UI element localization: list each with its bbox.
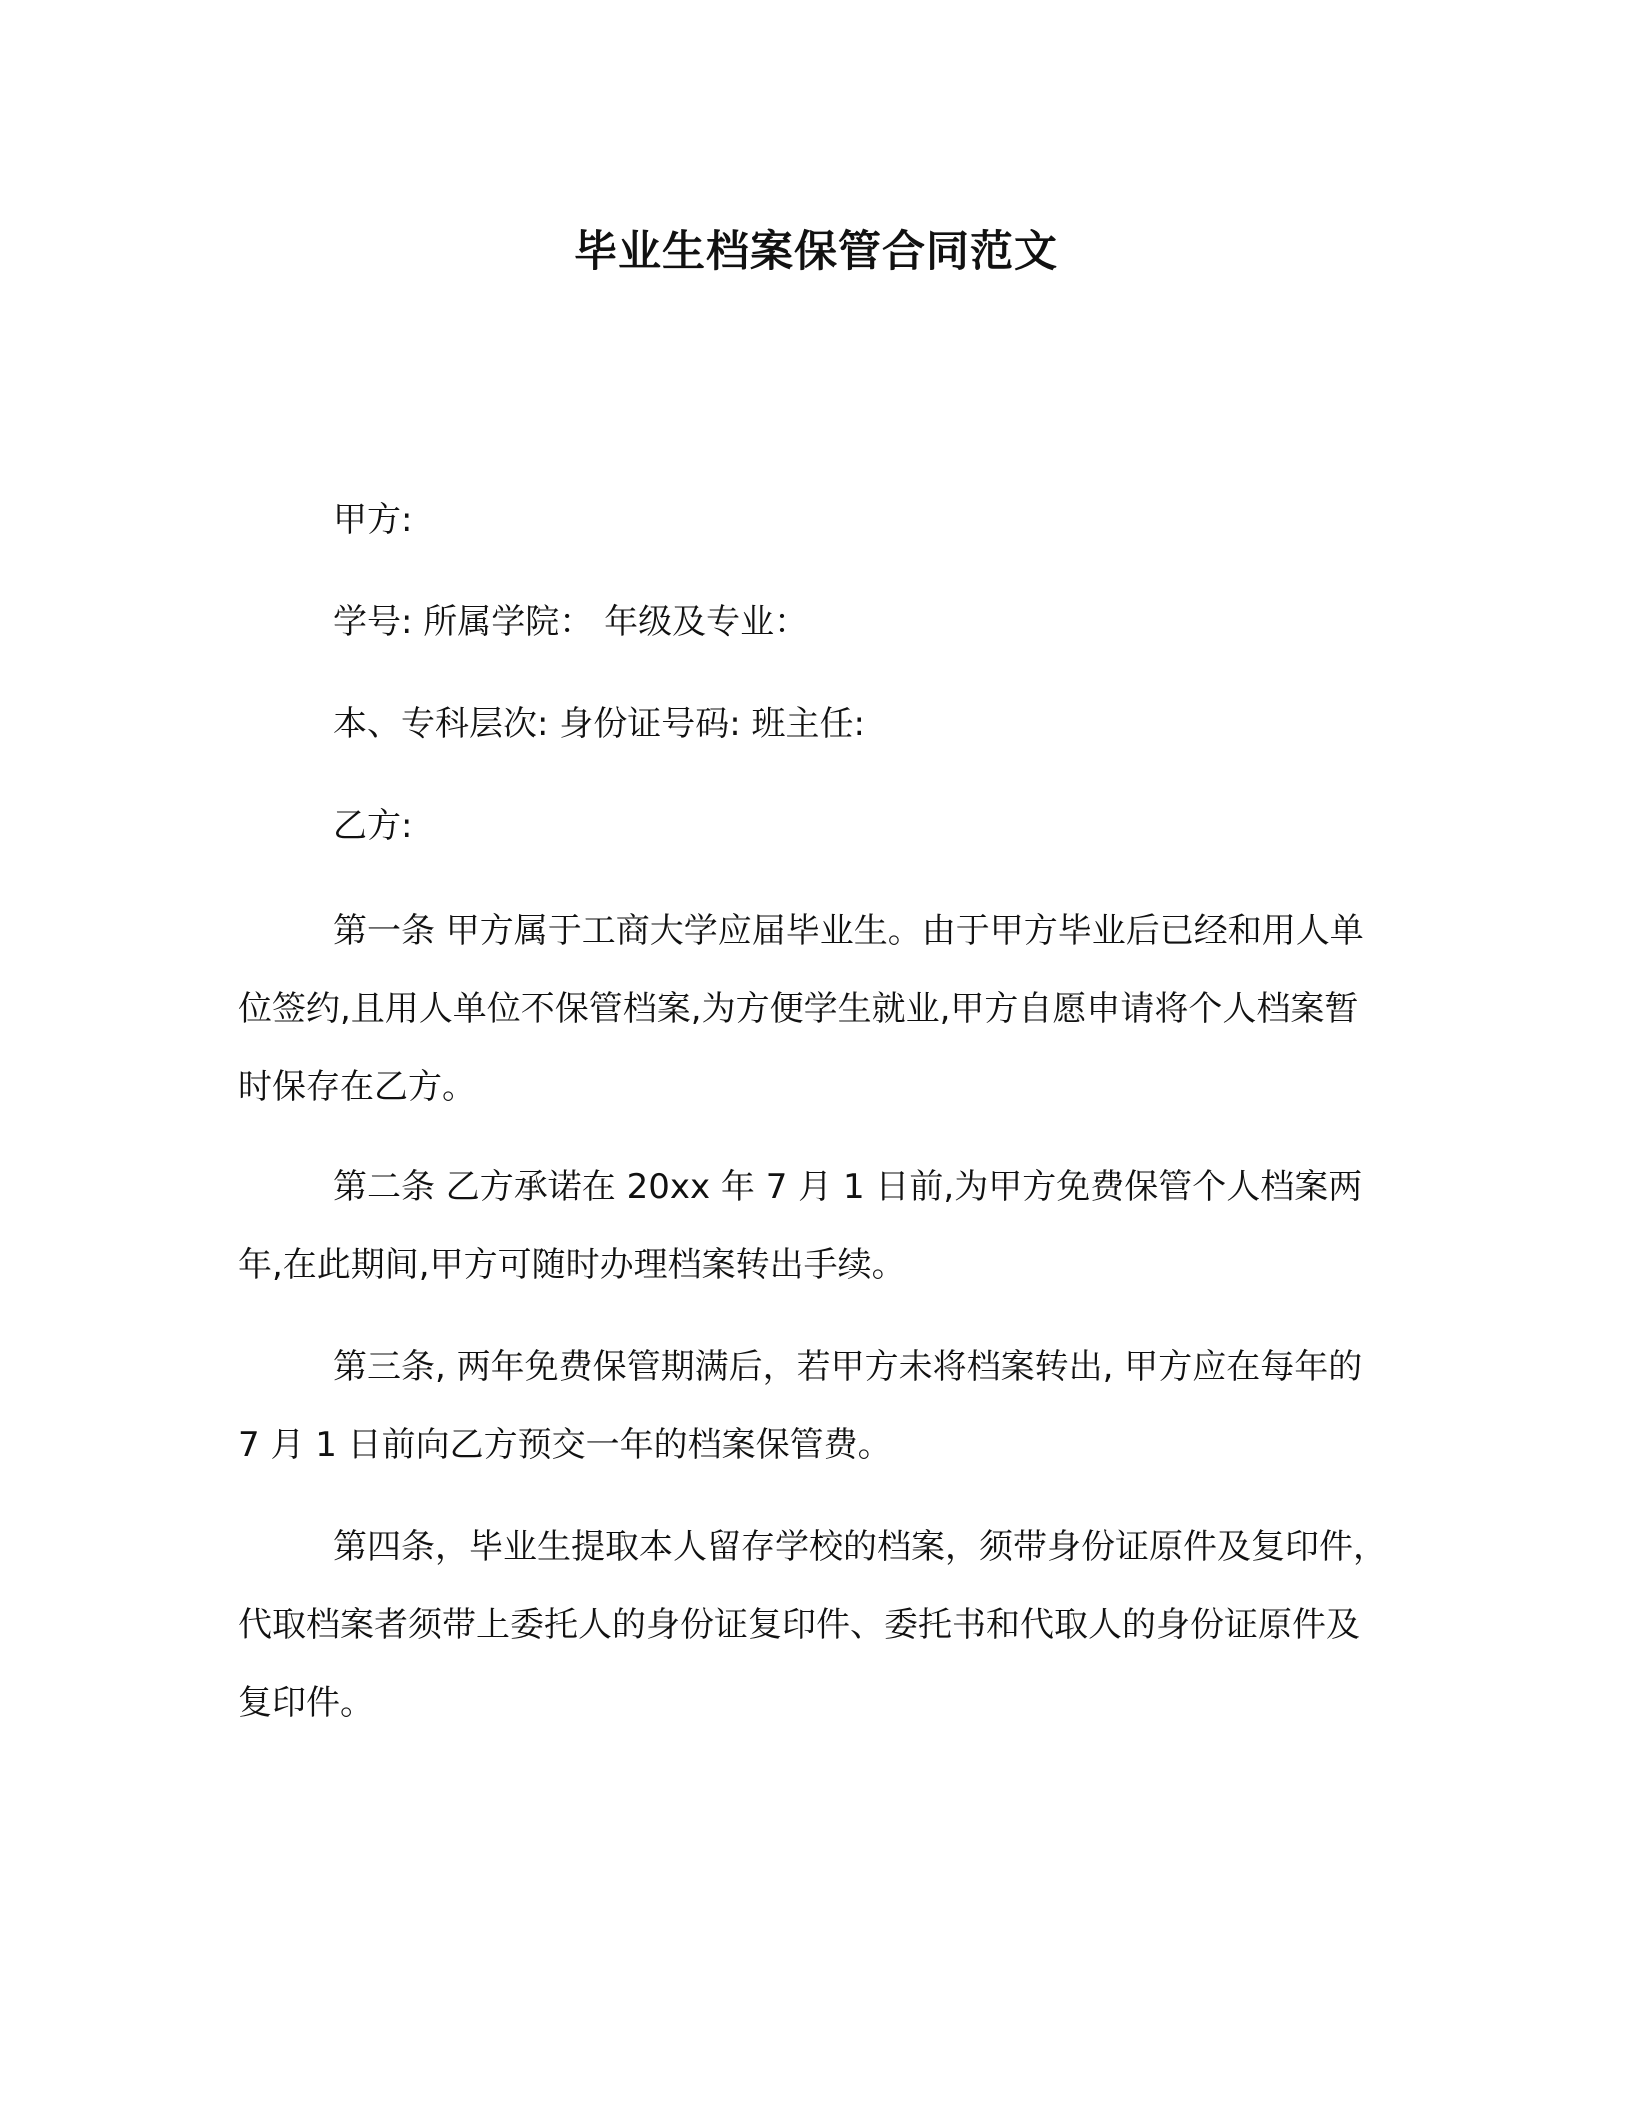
education-info-field: 本、专科层次: 身份证号码: 班主任: — [333, 704, 865, 744]
student-info-field: 学号: 所属学院： 年级及专业： — [333, 602, 809, 642]
party-b-field: 乙方: — [333, 806, 413, 846]
clause-4: 第四条，毕业生提取本人留存学校的档案，须带身份证原件及复印件，代取档案者须带上委托人的身份证复印件、委托书和代取人的身份证原件及复印件。 — [238, 1527, 1387, 1723]
clause-1: 第一条 甲方属于工商大学应届毕业生。由于甲方毕业后已经和用人单位签约,且用人单位不保管档案,为方便学生就业,甲方自愿申请将个人档案暂时保存在乙方。 — [238, 911, 1364, 1107]
clause-2: 第二条 乙方承诺在 20xx 年 7 月 1 日前,为甲方免费保管个人档案两年,在此期间,甲方可随时办理档案转出手续。 — [238, 1167, 1363, 1285]
document-title: 毕业生档案保管合同范文 — [574, 227, 1058, 277]
clause-3: 第三条, 两年免费保管期满后，若甲方未将档案转出, 甲方应在每年的 7 月 1 日前向乙方预交一年的档案保管费。 — [238, 1347, 1363, 1465]
party-a-field: 甲方: — [333, 500, 413, 540]
